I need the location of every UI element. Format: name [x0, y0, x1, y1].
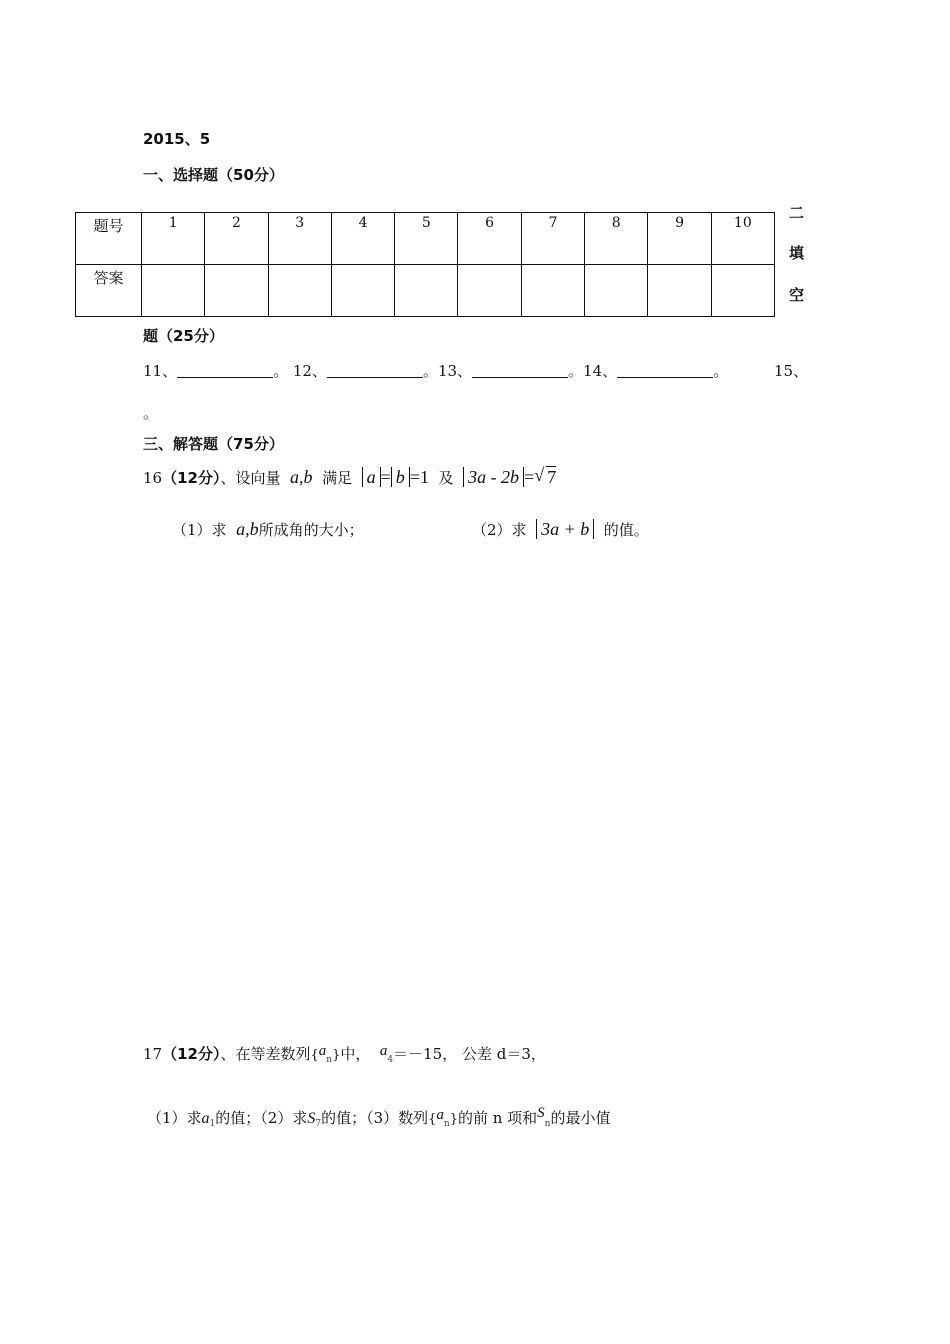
question-number-cell: 3: [268, 213, 331, 265]
common-difference: 公差 d＝3，: [462, 1045, 546, 1063]
question-number-cell: 4: [331, 213, 394, 265]
eq-sign-2: =: [524, 467, 535, 487]
answer-cell[interactable]: [331, 265, 394, 317]
answer-cell[interactable]: [142, 265, 205, 317]
eq-sign: =: [380, 467, 391, 487]
section2-heading-tail: 题（25分）: [143, 327, 224, 345]
eq-one: =1: [409, 467, 429, 487]
s7-var: S: [307, 1110, 316, 1127]
question-number-cell: 6: [458, 213, 521, 265]
abs-3a-plus-b: 3a + b: [536, 519, 594, 539]
section3-heading: 三、解答题（75分）: [143, 435, 284, 453]
q17-part1-prefix: （1）求: [147, 1109, 202, 1127]
q17-prefix: 、在等差数列: [220, 1045, 311, 1063]
question-number-cell: 1: [142, 213, 205, 265]
an-sub: n: [443, 1119, 450, 1129]
question-number-cell: 2: [205, 213, 268, 265]
question-number-cell: 5: [395, 213, 458, 265]
seq-var: a: [318, 1043, 327, 1059]
q16-vars: a,b: [290, 467, 313, 487]
q17-part3-suffix: 的最小值: [550, 1109, 611, 1127]
item-13-label: 。13、: [422, 362, 473, 380]
answer-cell[interactable]: [458, 265, 521, 317]
q17-number: 17: [143, 1045, 163, 1063]
left-brace: {: [428, 1112, 437, 1127]
q17-part1-suffix: 的值；（2）求: [215, 1109, 308, 1127]
q16-score: （12分）: [162, 469, 221, 487]
table-row-numbers: [76, 213, 775, 265]
answer-cell[interactable]: [585, 265, 648, 317]
q16-part2: [472, 519, 649, 540]
date-line: 2015、5: [143, 130, 211, 148]
a4-value: ＝－15，: [393, 1045, 458, 1063]
a4-sub: 4: [387, 1055, 394, 1065]
q16-part2-prefix: （2）求: [472, 521, 527, 539]
section2-heading-char: 二: [789, 204, 805, 222]
q16-part1-vars: a,b: [236, 519, 259, 539]
fill-in-line: [143, 360, 728, 381]
q16-mid: 满足: [322, 469, 353, 487]
item-15-label: 15、: [774, 362, 809, 380]
question-number-cell: 10: [711, 213, 774, 265]
left-brace: {: [310, 1048, 319, 1063]
table-row-answers: [76, 265, 775, 317]
section2-heading-char: 空: [789, 286, 805, 304]
answer-cell[interactable]: [395, 265, 458, 317]
question-number-cell: 9: [648, 213, 711, 265]
question-number-label: 题号: [76, 213, 142, 265]
blank-14[interactable]: [617, 363, 713, 378]
an-var: a: [436, 1107, 444, 1123]
answer-table: [75, 212, 775, 317]
a1-sub: 1: [209, 1119, 216, 1129]
question-number-cell: 7: [521, 213, 584, 265]
section2-heading-char: 填: [789, 244, 805, 262]
right-brace: }: [332, 1048, 341, 1063]
section1-heading: 一、选择题（50分）: [143, 166, 284, 184]
seq-sub: n: [326, 1055, 333, 1065]
sqrt-7: [534, 467, 556, 487]
item-14-end: 。: [713, 362, 729, 380]
q16-part1-suffix: 所成角的大小；: [258, 521, 364, 539]
q17-part2-suffix: 的值；（3）数列: [321, 1109, 429, 1127]
answer-label: 答案: [76, 265, 142, 317]
blank-12[interactable]: [327, 363, 423, 378]
right-brace: }: [449, 1112, 458, 1127]
sn-var: S: [537, 1105, 545, 1121]
answer-cell[interactable]: [521, 265, 584, 317]
answer-cell[interactable]: [205, 265, 268, 317]
q17-score: （12分）: [162, 1045, 221, 1063]
abs-b: b: [391, 467, 410, 487]
a1-var: a: [201, 1110, 210, 1127]
blank-13[interactable]: [472, 363, 568, 378]
answer-cell[interactable]: [268, 265, 331, 317]
q16-prefix: 、设向量: [220, 469, 281, 487]
answer-cell[interactable]: [648, 265, 711, 317]
trailing-period: 。: [143, 404, 159, 422]
question-17: [143, 1043, 546, 1065]
a4-var: a: [379, 1043, 388, 1059]
sqrt-value: 7: [547, 467, 557, 487]
item-14-label: 。14、: [568, 362, 618, 380]
blank-11[interactable]: [177, 363, 273, 378]
abs-3a-2b: 3a - 2b: [463, 467, 524, 487]
item-11-label: 11、: [143, 362, 178, 380]
q17-part3-mid: 的前 n 项和: [457, 1109, 538, 1127]
q16-part2-suffix: 的值。: [603, 521, 649, 539]
question-16: [143, 467, 556, 488]
q16-part1-prefix: （1）求: [172, 521, 227, 539]
abs-a: a: [362, 467, 381, 487]
sn-sub: n: [544, 1119, 551, 1129]
item-12-label: 。 12、: [273, 362, 327, 380]
s7-sub: 7: [315, 1119, 322, 1129]
q16-and: 及: [438, 469, 454, 487]
q17-mid: 中，: [340, 1045, 371, 1063]
question-number-cell: 8: [585, 213, 648, 265]
q17-parts: [147, 1105, 610, 1129]
q16-number: 16: [143, 469, 163, 487]
answer-cell[interactable]: [711, 265, 774, 317]
q16-part1: [172, 519, 364, 540]
